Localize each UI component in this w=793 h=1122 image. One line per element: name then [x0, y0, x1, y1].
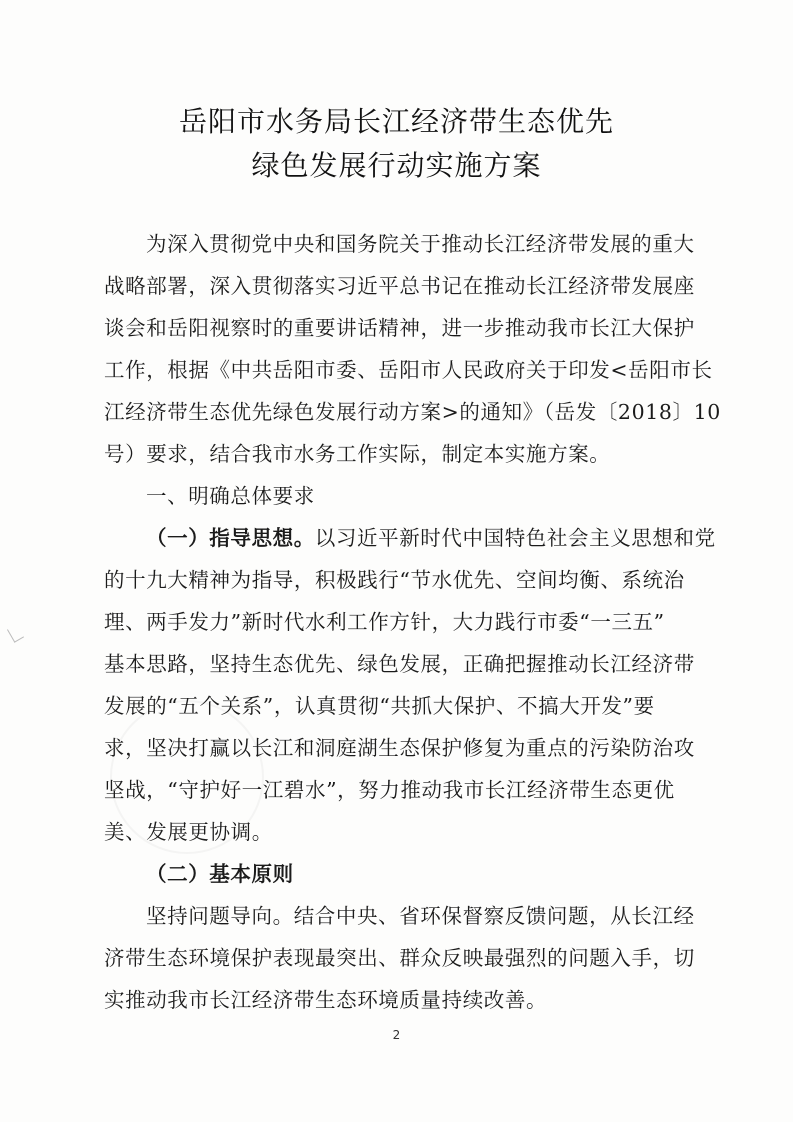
intro-paragraph-line: 号）要求，结合我市水务工作实际，制定本实施方案。 [104, 442, 611, 466]
intro-paragraph-line: 江经济带生态优先绿色发展行动方案>的通知》（岳发〔2018〕10 [104, 400, 721, 424]
intro-paragraph-line: 工作，根据《中共岳阳市委、岳阳市人民政府关于印发<岳阳市长 [104, 358, 713, 382]
guiding-ideology-line: 坚战，“守护好一江碧水”，努力推动我市长江经济带生态更优 [104, 778, 675, 802]
guiding-ideology-text: 以习近平新时代中国特色社会主义思想和党 [314, 526, 716, 550]
guiding-ideology-line: 美、发展更协调。 [104, 820, 273, 844]
guiding-ideology-line: 理、两手发力”新时代水利工作方针，大力践行市委“一三五” [104, 610, 665, 634]
guiding-ideology-line: 求，坚决打赢以长江和洞庭湖生态保护修复为重点的污染防治攻 [104, 736, 695, 760]
intro-paragraph-line: 谈会和岳阳视察时的重要讲话精神，进一步推动我市长江大保护 [104, 316, 695, 340]
guiding-ideology-line: 基本思路，坚持生态优先、绿色发展，正确把握推动长江经济带 [104, 652, 695, 676]
staple-mark [7, 624, 24, 642]
subsection-heading-principles: （二）基本原则 [146, 862, 294, 886]
principle-line: 济带生态环境保护表现最突出、群众反映最强烈的问题入手，切 [104, 946, 695, 970]
principle-line: 坚持问题导向。结合中央、省环保督察反馈问题，从长江经 [146, 904, 695, 928]
document-title-line2: 绿色发展行动实施方案 [251, 149, 542, 182]
page-number: 2 [392, 1028, 401, 1042]
intro-paragraph-line: 为深入贯彻党中央和国务院关于推动长江经济带发展的重大 [146, 232, 695, 256]
document-title-line1: 岳阳市水务局长江经济带生态优先 [178, 105, 614, 138]
intro-paragraph-line: 战略部署，深入贯彻落实习近平总书记在推动长江经济带发展座 [104, 274, 695, 298]
subsection-label: （一）指导思想。 [146, 526, 315, 550]
guiding-ideology-line: 发展的“五个关系”，认真贯彻“共抓大保护、不搞大开发”要 [104, 694, 655, 718]
principle-line: 实推动我市长江经济带生态环境质量持续改善。 [104, 988, 548, 1012]
guiding-ideology-first-line [146, 522, 716, 554]
guiding-ideology-line: 的十九大精神为指导，积极践行“节水优先、空间均衡、系统治 [104, 568, 685, 592]
section-heading: 一、明确总体要求 [146, 484, 315, 508]
